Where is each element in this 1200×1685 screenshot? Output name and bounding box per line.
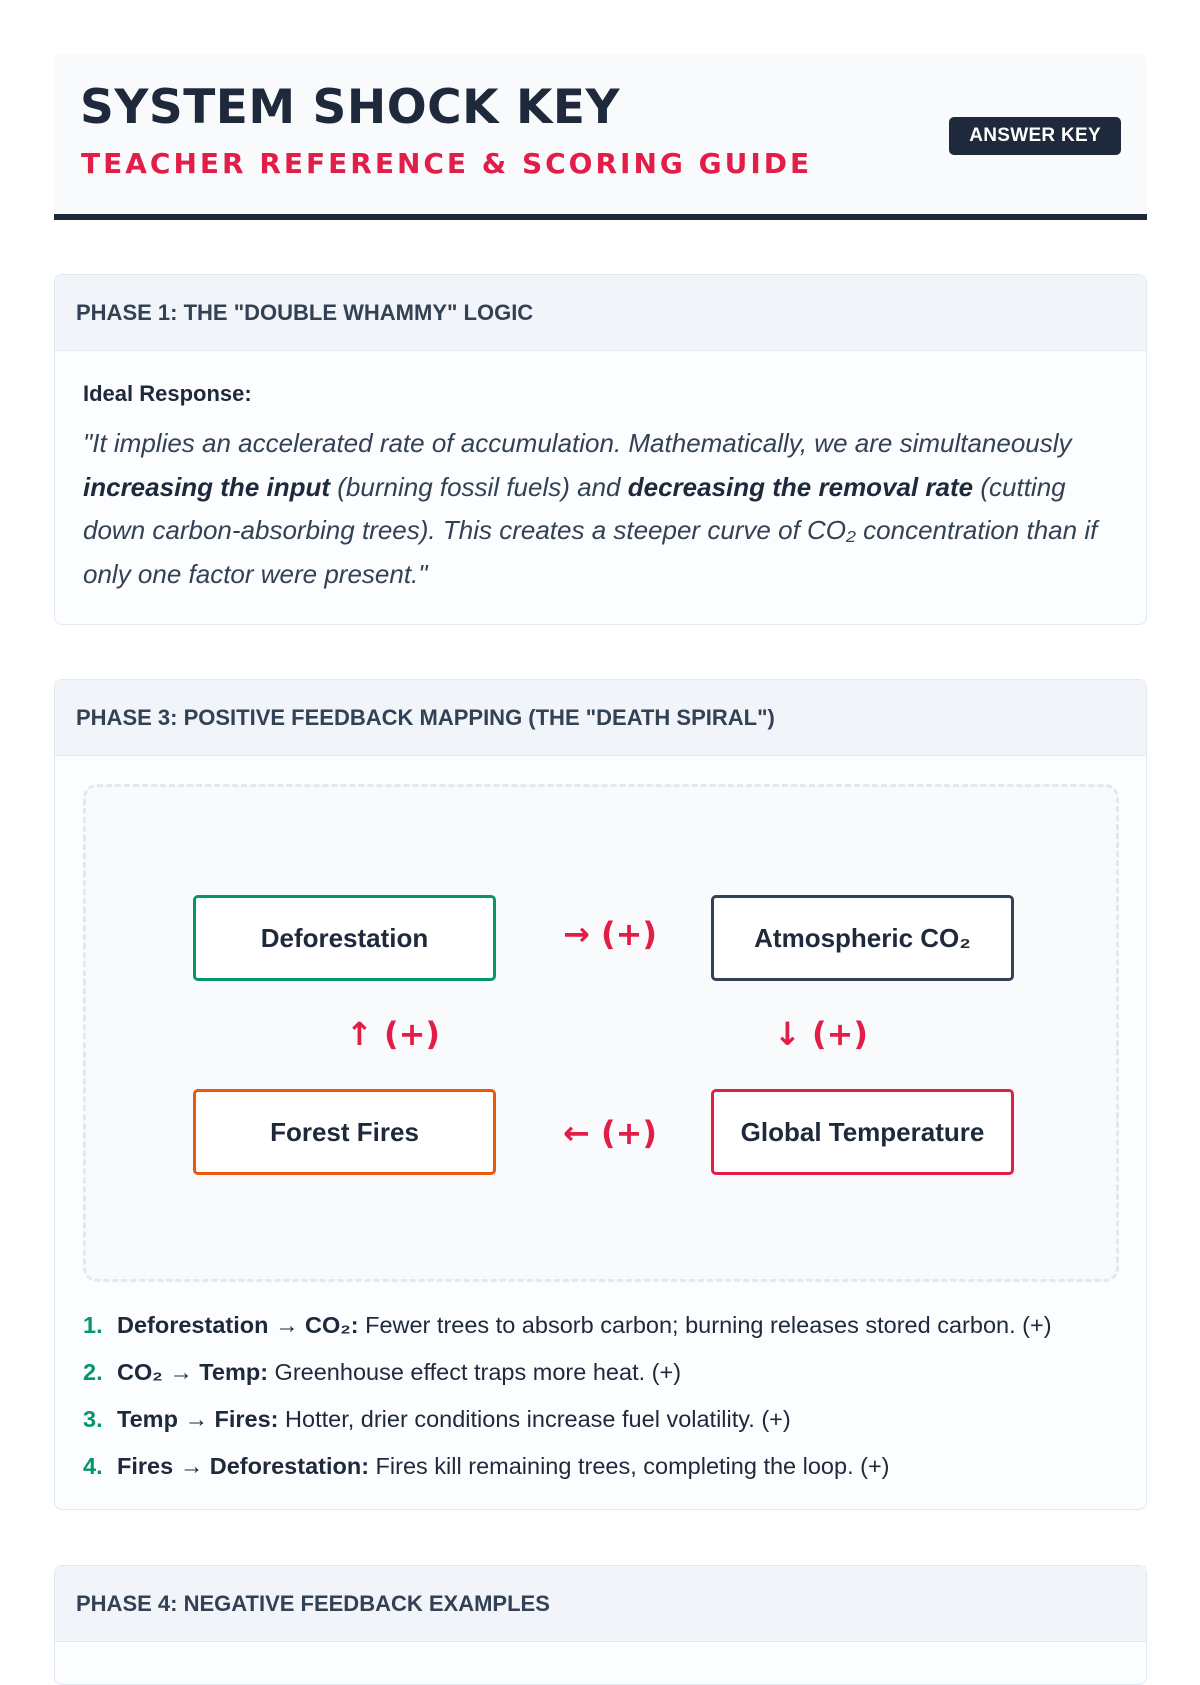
- feedback-loop-diagram: [83, 784, 1119, 1282]
- arrow-deforestation-to-co2: → (+): [563, 915, 658, 953]
- step-from: Deforestation: [117, 1312, 269, 1338]
- step-to: Fires:: [214, 1406, 279, 1432]
- phase-1-card: [54, 274, 1147, 625]
- step-number: 3.: [83, 1406, 103, 1432]
- phase-3-card: [54, 679, 1147, 1510]
- step-number: 4.: [83, 1453, 103, 1479]
- quote-text: (burning fossil fuels) and: [330, 471, 628, 502]
- step-text: Greenhouse effect traps more heat. (+): [268, 1359, 682, 1385]
- page-title: SYSTEM SHOCK KEY: [80, 80, 621, 135]
- step-number: 2.: [83, 1359, 103, 1385]
- step-text: Fires kill remaining trees, completing the loop. (+): [369, 1453, 890, 1479]
- step-to: CO₂:: [305, 1312, 359, 1338]
- step-from: Fires: [117, 1453, 174, 1479]
- feedback-steps-list: [83, 1312, 1052, 1500]
- page-header: [54, 54, 1147, 220]
- quote-emphasis-removal: decreasing the removal rate: [627, 471, 974, 502]
- step-text: Hotter, drier conditions increase fuel volatility. (+): [278, 1406, 791, 1432]
- arrow-fires-to-deforestation: ↑ (+): [346, 1015, 441, 1053]
- quote-text: (cutting down carbon-absorbing trees). This creates a steeper curve of CO₂ concentration than if only one factor were present.": [83, 471, 1098, 589]
- phase-4-card: [54, 1565, 1147, 1685]
- ideal-response-quote: [83, 422, 1123, 596]
- page-subtitle: TEACHER REFERENCE & SCORING GUIDE: [81, 147, 813, 180]
- list-item: [83, 1406, 1052, 1453]
- step-to: Deforestation:: [209, 1453, 370, 1479]
- step-number: 1.: [83, 1312, 103, 1338]
- node-forest-fires: Forest Fires: [193, 1089, 496, 1175]
- list-item: [83, 1359, 1052, 1406]
- phase-1-heading: PHASE 1: THE "DOUBLE WHAMMY" LOGIC: [55, 275, 1146, 351]
- step-arrow: →: [173, 1453, 210, 1479]
- phase-3-heading: PHASE 3: POSITIVE FEEDBACK MAPPING (THE "DEATH SPIRAL"): [55, 680, 1146, 756]
- quote-text: "It implies an accelerated rate of accumulation. Mathematically, we are simultaneously: [83, 428, 1072, 458]
- list-item: [83, 1453, 1052, 1500]
- node-deforestation: Deforestation: [193, 895, 496, 981]
- list-item: [83, 1312, 1052, 1359]
- phase-4-heading: PHASE 4: NEGATIVE FEEDBACK EXAMPLES: [55, 1566, 1146, 1642]
- arrow-co2-to-temperature: ↓ (+): [774, 1015, 869, 1053]
- step-text: Fewer trees to absorb carbon; burning releases stored carbon. (+): [358, 1312, 1052, 1338]
- answer-key-badge: ANSWER KEY: [949, 117, 1121, 155]
- step-from: CO₂: [117, 1359, 163, 1385]
- step-arrow: →: [177, 1406, 215, 1432]
- step-from: Temp: [117, 1406, 178, 1432]
- step-to: Temp:: [199, 1359, 269, 1385]
- node-atmospheric-co2: Atmospheric CO₂: [711, 895, 1014, 981]
- quote-emphasis-input: increasing the input: [83, 471, 331, 502]
- arrow-temperature-to-fires: ← (+): [563, 1114, 658, 1152]
- ideal-response-label: Ideal Response:: [83, 381, 252, 406]
- step-arrow: →: [162, 1359, 200, 1385]
- node-global-temperature: Global Temperature: [711, 1089, 1014, 1175]
- step-arrow: →: [268, 1312, 306, 1338]
